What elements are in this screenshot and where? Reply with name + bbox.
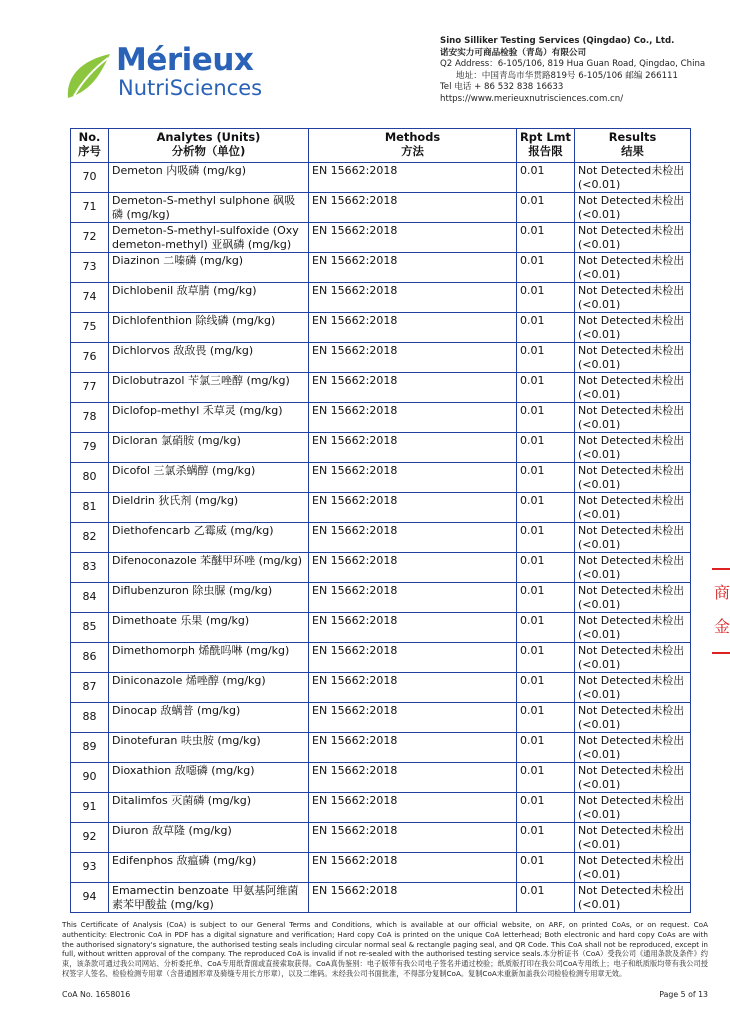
row-result: Not Detected未检出(<0.01) [575, 733, 691, 763]
paging-seal-mark: 商 金 [708, 560, 730, 660]
table-row [71, 583, 691, 613]
row-number: 81 [71, 493, 109, 523]
row-analyte: Demeton-S-methyl sulphone 砜吸磷 (mg/kg) [109, 193, 309, 223]
row-analyte: Dinotefuran 呋虫胺 (mg/kg) [109, 733, 309, 763]
row-method: EN 15662:2018 [309, 883, 517, 913]
row-number: 94 [71, 883, 109, 913]
row-result: Not Detected未检出(<0.01) [575, 613, 691, 643]
row-rpt-lmt: 0.01 [517, 823, 575, 853]
row-result: Not Detected未检出(<0.01) [575, 553, 691, 583]
header-rpt-lmt: Rpt Lmt 报告限 [517, 129, 575, 163]
logo-text-nutrisciences: NutriSciences [118, 76, 263, 100]
row-number: 93 [71, 853, 109, 883]
results-table [70, 128, 691, 913]
row-rpt-lmt: 0.01 [517, 463, 575, 493]
row-result: Not Detected未检出(<0.01) [575, 583, 691, 613]
row-result: Not Detected未检出(<0.01) [575, 163, 691, 193]
row-number: 77 [71, 373, 109, 403]
row-result: Not Detected未检出(<0.01) [575, 673, 691, 703]
row-result: Not Detected未检出(<0.01) [575, 643, 691, 673]
row-number: 88 [71, 703, 109, 733]
row-analyte: Emamectin benzoate 甲氨基阿维菌素苯甲酸盐 (mg/kg) [109, 883, 309, 913]
table-row [71, 793, 691, 823]
row-method: EN 15662:2018 [309, 673, 517, 703]
table-row [71, 703, 691, 733]
table-row [71, 223, 691, 253]
row-rpt-lmt: 0.01 [517, 313, 575, 343]
row-analyte: Diethofencarb 乙霉威 (mg/kg) [109, 523, 309, 553]
row-rpt-lmt: 0.01 [517, 223, 575, 253]
row-number: 75 [71, 313, 109, 343]
page-number: Page 5 of 13 [659, 990, 708, 999]
header-analytes: Analytes (Units) 分析物（单位) [109, 129, 309, 163]
row-number: 84 [71, 583, 109, 613]
row-rpt-lmt: 0.01 [517, 853, 575, 883]
row-result: Not Detected未检出(<0.01) [575, 283, 691, 313]
table-row [71, 463, 691, 493]
row-rpt-lmt: 0.01 [517, 193, 575, 223]
row-number: 85 [71, 613, 109, 643]
row-method: EN 15662:2018 [309, 523, 517, 553]
row-analyte: Diclofop-methyl 禾草灵 (mg/kg) [109, 403, 309, 433]
row-number: 71 [71, 193, 109, 223]
row-result: Not Detected未检出(<0.01) [575, 493, 691, 523]
row-method: EN 15662:2018 [309, 403, 517, 433]
row-rpt-lmt: 0.01 [517, 673, 575, 703]
table-header-row [71, 129, 691, 163]
row-method: EN 15662:2018 [309, 193, 517, 223]
row-method: EN 15662:2018 [309, 433, 517, 463]
table-row [71, 523, 691, 553]
row-number: 90 [71, 763, 109, 793]
row-result: Not Detected未检出(<0.01) [575, 763, 691, 793]
row-method: EN 15662:2018 [309, 853, 517, 883]
row-method: EN 15662:2018 [309, 283, 517, 313]
table-row [71, 733, 691, 763]
row-result: Not Detected未检出(<0.01) [575, 193, 691, 223]
row-analyte: Dicloran 氯硝胺 (mg/kg) [109, 433, 309, 463]
row-method: EN 15662:2018 [309, 463, 517, 493]
row-analyte: Diuron 敌草隆 (mg/kg) [109, 823, 309, 853]
row-analyte: Diniconazole 烯唑醇 (mg/kg) [109, 673, 309, 703]
row-number: 70 [71, 163, 109, 193]
row-rpt-lmt: 0.01 [517, 253, 575, 283]
footer-disclaimer: This Certificate of Analysis (CoA) is subject to our General Terms and Conditions, which is available at our official website, on ARF, on printed CoAs, or on request. CoA authenticity: Electronic CoA in PDF has a digital signature and verification; Hard copy CoA is printed on the unique CoA letterhead; Both electronic and hard copy CoAs are with the authorised signatory's signature, the authorised testing seals including circular normal seal & rectangle paging seal, and QR Code. This CoA shall not be reproduced, except in full, without written approval of the company. The reproduced CoA is invalid if not re-sealed with the authorised testing service seals.本分析证书（CoA）受我公司《通用条款及条件》约束，该条款可通过我公司网站、分析委托单、CoA专用纸背面或直接索取获得。CoA真伪鉴别：电子版带有我公司电子签名并通过校验；纸质版打印在我公司CoA专用纸上；电子和纸质版均带有我公司授权签字人签名、检验检测专用章（含普通圆形章及骑缝专用长方形章），以及二维码。未经我公司书面批准，不得部分复制CoA。复制CoA未重新加盖我公司检验检测专用章无效。 [62, 920, 708, 978]
company-tel: Tel 电话 + 86 532 838 16633 [440, 82, 564, 93]
row-method: EN 15662:2018 [309, 793, 517, 823]
row-rpt-lmt: 0.01 [517, 733, 575, 763]
row-rpt-lmt: 0.01 [517, 343, 575, 373]
row-number: 79 [71, 433, 109, 463]
row-analyte: Dieldrin 狄氏剂 (mg/kg) [109, 493, 309, 523]
row-result: Not Detected未检出(<0.01) [575, 313, 691, 343]
row-method: EN 15662:2018 [309, 163, 517, 193]
table-row [71, 553, 691, 583]
header-methods: Methods 方法 [309, 129, 517, 163]
table-row [71, 163, 691, 193]
row-rpt-lmt: 0.01 [517, 493, 575, 523]
row-analyte: Dimethomorph 烯酰吗啉 (mg/kg) [109, 643, 309, 673]
row-number: 73 [71, 253, 109, 283]
company-address-en: Q2 Address：6-105/106, 819 Hua Guan Road, Qingdao, China [440, 59, 706, 70]
table-row [71, 493, 691, 523]
table-row [71, 403, 691, 433]
table-row [71, 373, 691, 403]
company-name-cn: 诺安实力可商品检验（青岛）有限公司 [440, 47, 587, 58]
row-rpt-lmt: 0.01 [517, 283, 575, 313]
row-rpt-lmt: 0.01 [517, 373, 575, 403]
row-method: EN 15662:2018 [309, 583, 517, 613]
row-result: Not Detected未检出(<0.01) [575, 343, 691, 373]
coa-number: CoA No. 1658016 [62, 990, 131, 999]
row-method: EN 15662:2018 [309, 553, 517, 583]
row-number: 78 [71, 403, 109, 433]
row-method: EN 15662:2018 [309, 223, 517, 253]
logo-text-merieux: Mérieux [116, 42, 254, 78]
row-method: EN 15662:2018 [309, 253, 517, 283]
row-rpt-lmt: 0.01 [517, 793, 575, 823]
row-rpt-lmt: 0.01 [517, 553, 575, 583]
row-rpt-lmt: 0.01 [517, 883, 575, 913]
row-number: 89 [71, 733, 109, 763]
row-number: 87 [71, 673, 109, 703]
row-number: 92 [71, 823, 109, 853]
table-row [71, 763, 691, 793]
row-rpt-lmt: 0.01 [517, 763, 575, 793]
row-result: Not Detected未检出(<0.01) [575, 463, 691, 493]
row-rpt-lmt: 0.01 [517, 523, 575, 553]
row-result: Not Detected未检出(<0.01) [575, 223, 691, 253]
row-number: 83 [71, 553, 109, 583]
table-row [71, 283, 691, 313]
company-name-en: Sino Silliker Testing Services (Qingdao) Co., Ltd. [440, 36, 675, 46]
row-analyte: Ditalimfos 灭菌磷 (mg/kg) [109, 793, 309, 823]
company-website[interactable]: https://www.merieuxnutrisciences.com.cn/ [440, 93, 624, 104]
company-logo [64, 40, 263, 110]
table-row [71, 193, 691, 223]
row-method: EN 15662:2018 [309, 493, 517, 523]
row-method: EN 15662:2018 [309, 313, 517, 343]
row-method: EN 15662:2018 [309, 703, 517, 733]
table-row [71, 253, 691, 283]
row-analyte: Diazinon 二嗪磷 (mg/kg) [109, 253, 309, 283]
row-result: Not Detected未检出(<0.01) [575, 793, 691, 823]
row-result: Not Detected未检出(<0.01) [575, 433, 691, 463]
row-number: 86 [71, 643, 109, 673]
row-result: Not Detected未检出(<0.01) [575, 253, 691, 283]
company-address-cn: 地址：中国青岛市华贯路819号 6-105/106 邮编 266111 [456, 70, 678, 81]
row-method: EN 15662:2018 [309, 343, 517, 373]
row-analyte: Demeton-S-methyl-sulfoxide (Oxy demeton-methyl) 亚砜磷 (mg/kg) [109, 223, 309, 253]
row-result: Not Detected未检出(<0.01) [575, 373, 691, 403]
row-analyte: Diflubenzuron 除虫脲 (mg/kg) [109, 583, 309, 613]
row-rpt-lmt: 0.01 [517, 613, 575, 643]
row-result: Not Detected未检出(<0.01) [575, 523, 691, 553]
row-result: Not Detected未检出(<0.01) [575, 853, 691, 883]
row-analyte: Dichlorvos 敌敌畏 (mg/kg) [109, 343, 309, 373]
row-analyte: Dicofol 三氯杀螨醇 (mg/kg) [109, 463, 309, 493]
table-row [71, 343, 691, 373]
row-rpt-lmt: 0.01 [517, 433, 575, 463]
row-number: 80 [71, 463, 109, 493]
table-row [71, 643, 691, 673]
row-method: EN 15662:2018 [309, 373, 517, 403]
row-method: EN 15662:2018 [309, 763, 517, 793]
row-number: 82 [71, 523, 109, 553]
row-analyte: Demeton 内吸磷 (mg/kg) [109, 163, 309, 193]
row-number: 76 [71, 343, 109, 373]
table-row [71, 673, 691, 703]
row-analyte: Edifenphos 敌瘟磷 (mg/kg) [109, 853, 309, 883]
table-row [71, 883, 691, 913]
row-method: EN 15662:2018 [309, 643, 517, 673]
table-row [71, 613, 691, 643]
row-rpt-lmt: 0.01 [517, 583, 575, 613]
row-analyte: Diclobutrazol 苄氯三唑醇 (mg/kg) [109, 373, 309, 403]
header-results: Results 结果 [575, 129, 691, 163]
row-method: EN 15662:2018 [309, 613, 517, 643]
table-row [71, 313, 691, 343]
row-rpt-lmt: 0.01 [517, 643, 575, 673]
row-method: EN 15662:2018 [309, 823, 517, 853]
row-number: 72 [71, 223, 109, 253]
row-method: EN 15662:2018 [309, 733, 517, 763]
row-analyte: Dinocap 敌螨普 (mg/kg) [109, 703, 309, 733]
row-result: Not Detected未检出(<0.01) [575, 403, 691, 433]
row-rpt-lmt: 0.01 [517, 703, 575, 733]
row-number: 74 [71, 283, 109, 313]
row-number: 91 [71, 793, 109, 823]
row-analyte: Dioxathion 敌噁磷 (mg/kg) [109, 763, 309, 793]
row-rpt-lmt: 0.01 [517, 163, 575, 193]
logo-leaf-icon [64, 46, 114, 106]
row-analyte: Difenoconazole 苯醚甲环唑 (mg/kg) [109, 553, 309, 583]
table-row [71, 853, 691, 883]
row-analyte: Dichlobenil 敌草腈 (mg/kg) [109, 283, 309, 313]
table-row [71, 823, 691, 853]
row-rpt-lmt: 0.01 [517, 403, 575, 433]
row-result: Not Detected未检出(<0.01) [575, 883, 691, 913]
row-result: Not Detected未检出(<0.01) [575, 823, 691, 853]
row-analyte: Dimethoate 乐果 (mg/kg) [109, 613, 309, 643]
header-no: No. 序号 [71, 129, 109, 163]
row-analyte: Dichlofenthion 除线磷 (mg/kg) [109, 313, 309, 343]
table-row [71, 433, 691, 463]
row-result: Not Detected未检出(<0.01) [575, 703, 691, 733]
company-info [440, 36, 705, 106]
